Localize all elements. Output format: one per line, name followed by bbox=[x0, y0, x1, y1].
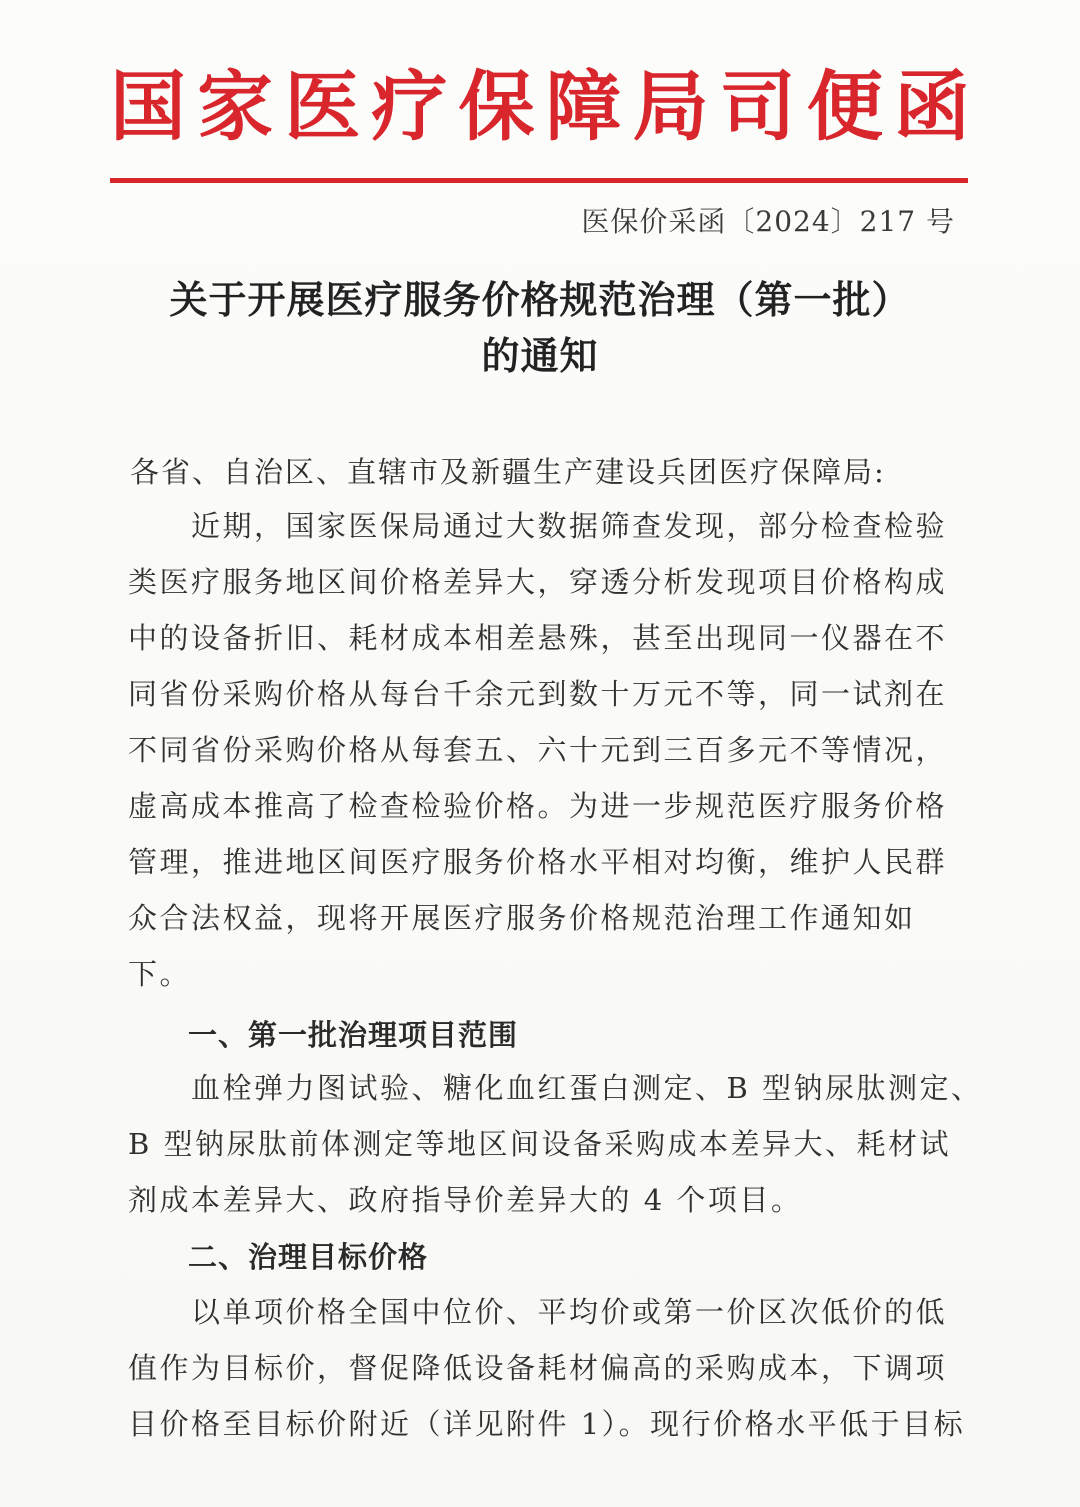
document-number: 医保价采函〔2024〕217 号 bbox=[581, 205, 955, 238]
paragraph-line: 不同省份采购价格从每套五、六十元到三百多元不等情况， bbox=[128, 733, 948, 767]
letterhead-char: 函 bbox=[893, 62, 970, 151]
paragraph-line: 血栓弹力图试验、糖化血红蛋白测定、B 型钠尿肽测定、 bbox=[128, 1071, 983, 1105]
document-title bbox=[120, 272, 960, 384]
paragraph-line: 近期，国家医保局通过大数据筛查发现，部分检查检验 bbox=[128, 509, 948, 543]
letterhead-char: 保 bbox=[458, 62, 535, 151]
letterhead-char: 医 bbox=[284, 62, 361, 151]
title-line-2: 的通知 bbox=[481, 334, 599, 378]
paragraph-line: 目价格至目标价附近（详见附件 1）。现行价格水平低于目标 bbox=[128, 1407, 966, 1441]
section-heading-1: 一、第一批治理项目范围 bbox=[188, 1018, 519, 1052]
letterhead-char: 便 bbox=[806, 62, 883, 151]
letterhead-char: 家 bbox=[197, 62, 274, 151]
paragraph-line: 以单项价格全国中位价、平均价或第一价区次低价的低 bbox=[128, 1295, 948, 1329]
section-heading-2: 二、治理目标价格 bbox=[188, 1240, 429, 1274]
section-2-paragraph bbox=[128, 1284, 966, 1452]
letterhead-title bbox=[110, 52, 970, 162]
paragraph-line: 虚高成本推高了检查检验价格。为进一步规范医疗服务价格 bbox=[128, 789, 948, 823]
letterhead-char: 国 bbox=[110, 62, 186, 151]
intro-paragraph bbox=[128, 498, 958, 1002]
paragraph-line: 剂成本差异大、政府指导价差异大的 4 个项目。 bbox=[128, 1183, 803, 1217]
letterhead-char: 司 bbox=[719, 62, 796, 151]
paragraph-line: 值作为目标价，督促降低设备耗材偏高的采购成本，下调项 bbox=[128, 1351, 948, 1385]
paragraph-line: 管理，推进地区间医疗服务价格水平相对均衡，维护人民群 bbox=[128, 845, 948, 879]
paragraph-line: 中的设备折旧、耗材成本相差悬殊，甚至出现同一仪器在不 bbox=[128, 621, 948, 655]
paragraph-line: 类医疗服务地区间价格差异大，穿透分析发现项目价格构成 bbox=[128, 565, 948, 599]
paragraph-line: 同省份采购价格从每台千余元到数十万元不等，同一试剂在 bbox=[128, 677, 948, 711]
paragraph-line: 众合法权益，现将开展医疗服务价格规范治理工作通知如 bbox=[128, 901, 916, 935]
paragraph-line: 下。 bbox=[128, 957, 192, 991]
letterhead-char: 疗 bbox=[371, 62, 448, 151]
salutation: 各省、自治区、直辖市及新疆生产建设兵团医疗保障局: bbox=[130, 455, 886, 489]
letterhead-char: 障 bbox=[545, 62, 622, 151]
section-1-paragraph bbox=[128, 1060, 983, 1228]
paragraph-line: B 型钠尿肽前体测定等地区间设备采购成本差异大、耗材试 bbox=[128, 1127, 952, 1161]
title-line-1: 关于开展医疗服务价格规范治理（第一批） bbox=[169, 278, 911, 322]
letterhead-divider bbox=[110, 178, 968, 183]
letterhead-char: 局 bbox=[632, 62, 709, 151]
